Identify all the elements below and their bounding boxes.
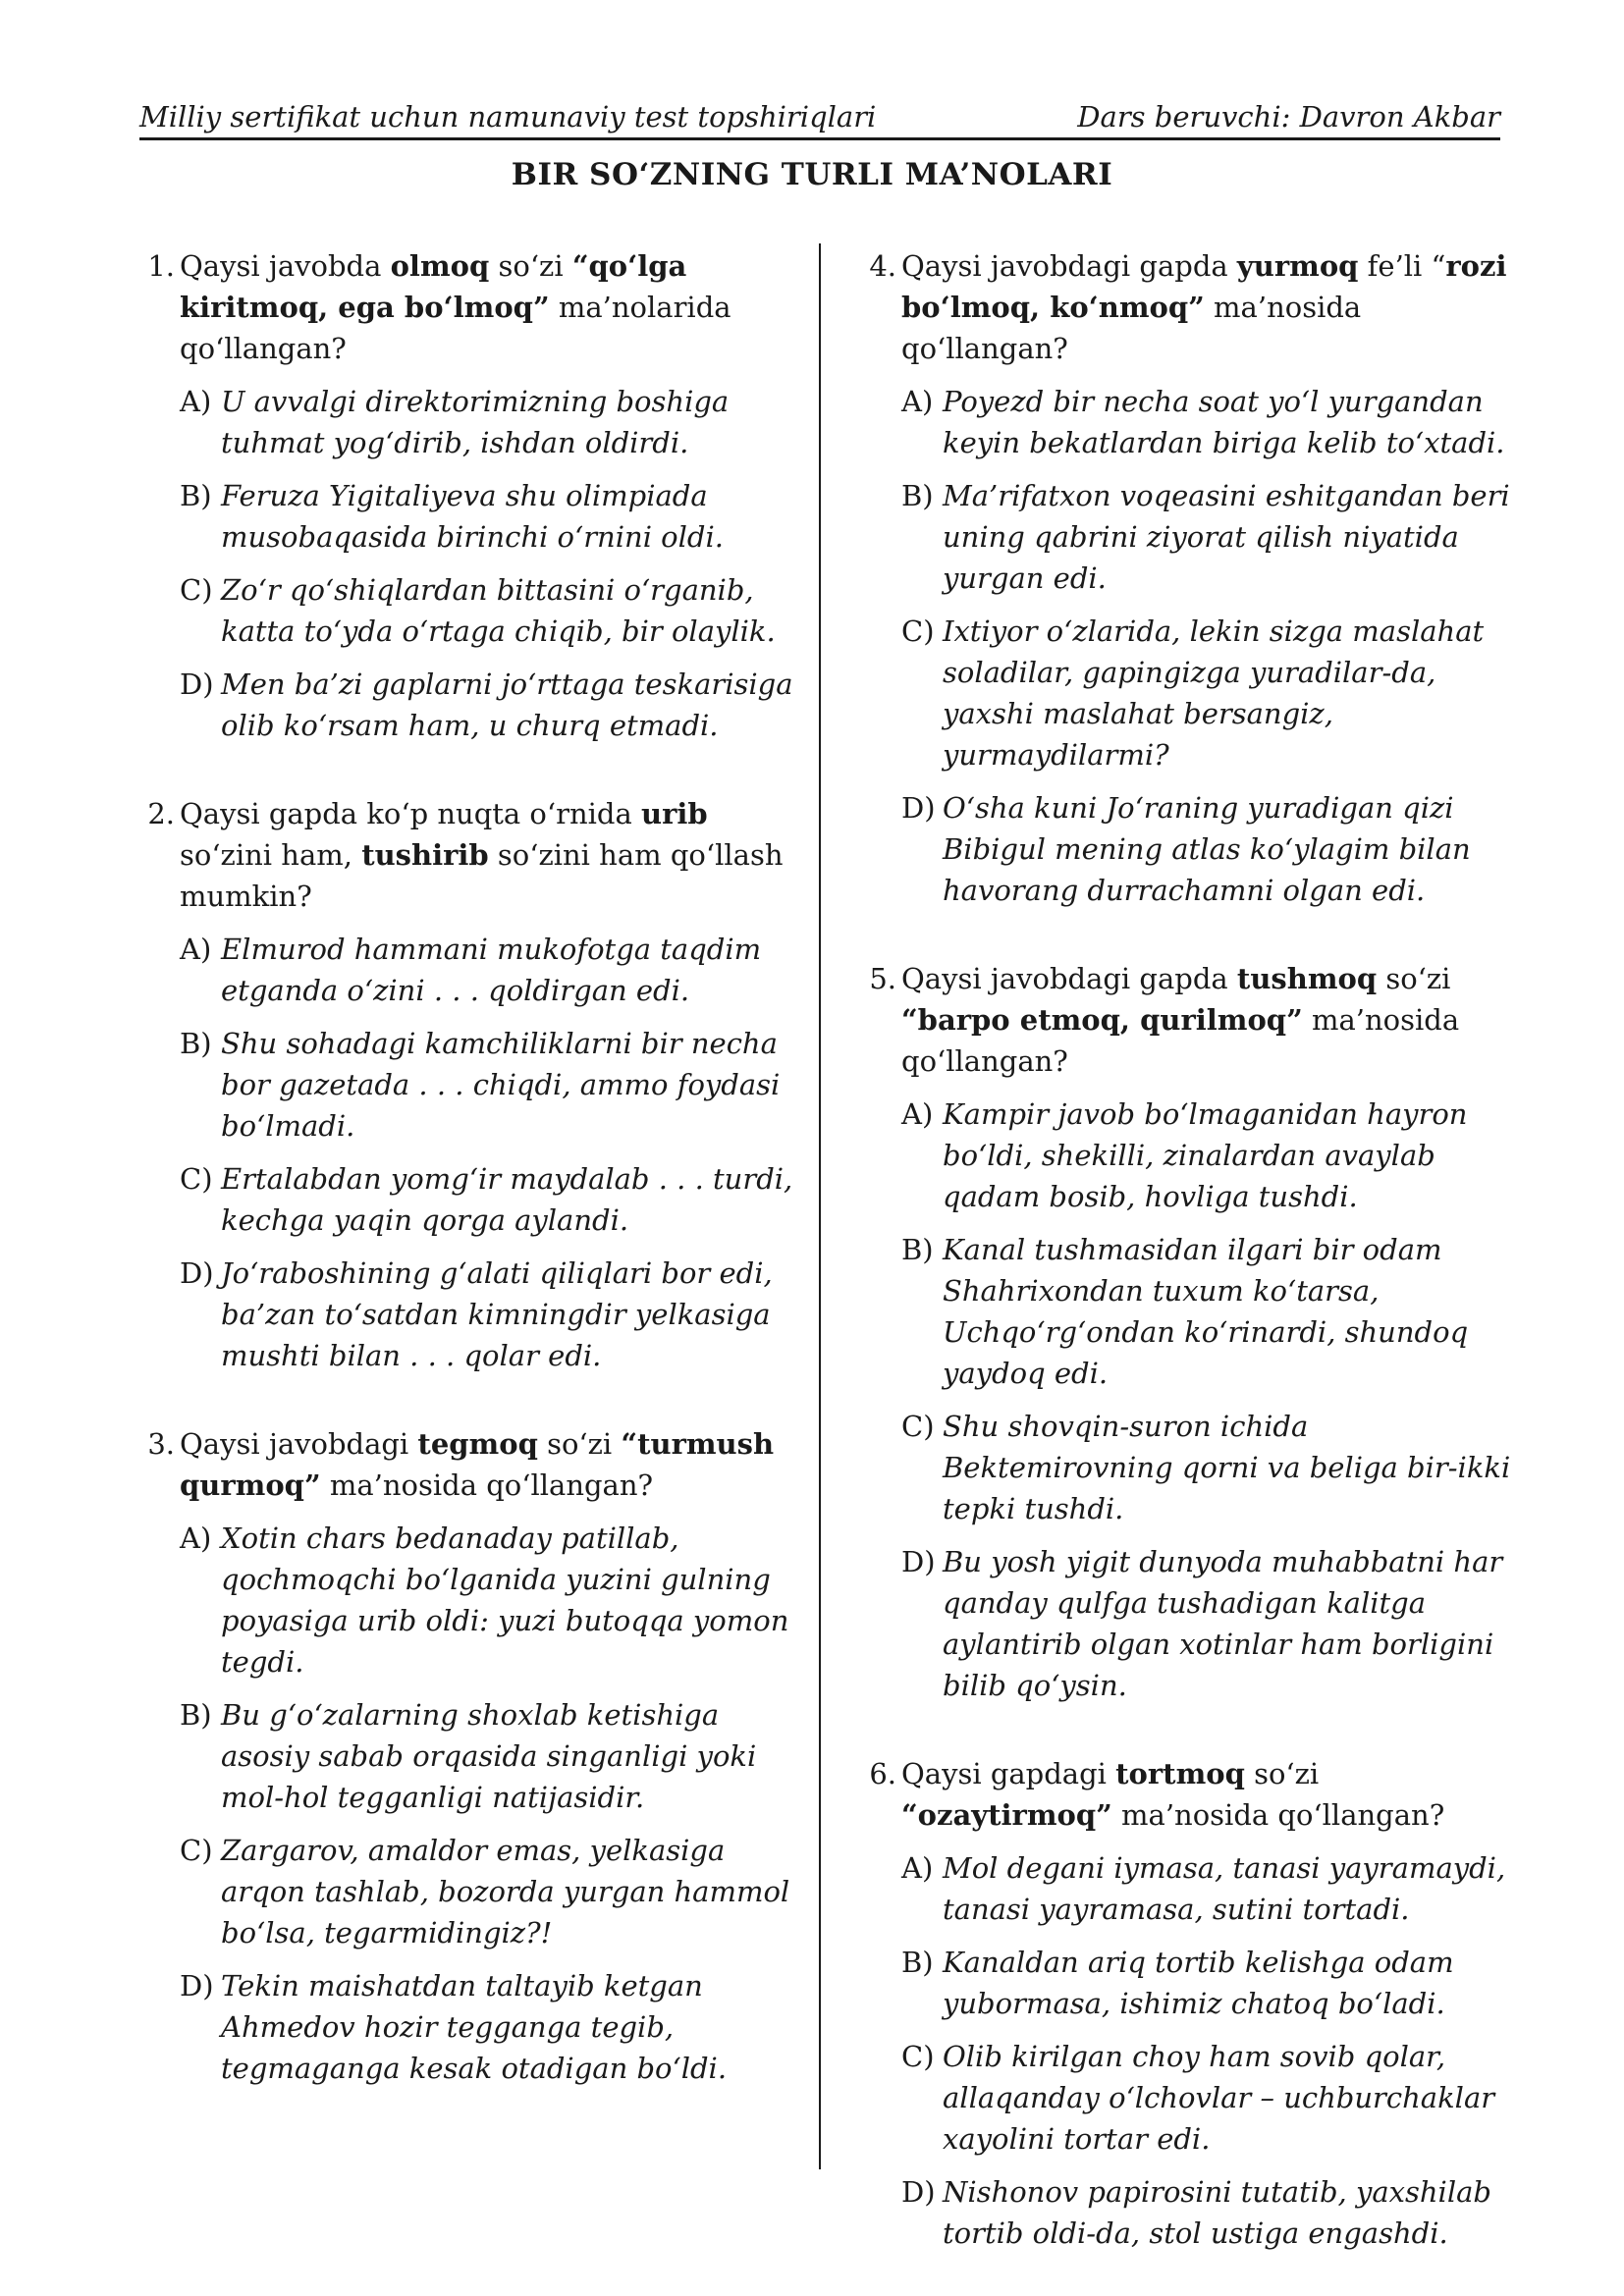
option-text: Nishonov papirosini tutatib, yaxshilab tortib oldi-da, stol ustiga engashdi. bbox=[943, 2175, 1491, 2250]
question-text bbox=[901, 245, 1515, 369]
option-text: Xotin chars bedanaday patillab, qochmoqchi bo‘lganida yuzini gulning poyasiga urib oldi: yuzi butoqqa yomon tegdi. bbox=[221, 1522, 789, 1679]
column-divider bbox=[819, 243, 821, 2169]
question-text-part: Qaysi javobdagi gapda bbox=[901, 962, 1237, 995]
question-number: 2. bbox=[147, 797, 175, 830]
answer-option bbox=[180, 929, 793, 1011]
option-label: D) bbox=[901, 1545, 936, 1578]
option-label: A) bbox=[180, 385, 212, 418]
option-label: B) bbox=[901, 479, 934, 512]
question-text bbox=[901, 1753, 1515, 1836]
answer-option bbox=[180, 1518, 793, 1682]
option-text: Zo‘r qo‘shiqlardan bittasini o‘rganib, katta to‘yda o‘rtaga chiqib, bir olaylik. bbox=[221, 573, 776, 648]
question-keyword: tushmoq bbox=[1236, 962, 1378, 995]
answer-option bbox=[901, 1094, 1515, 1217]
answer-option bbox=[180, 381, 793, 463]
page-title: BIR SO‘ZNING TURLI MA’NOLARI bbox=[511, 157, 1113, 192]
option-label: C) bbox=[901, 614, 935, 648]
option-text: Feruza Yigitaliyeva shu olimpiada musobaqasida birinchi o‘rnini oldi. bbox=[221, 479, 724, 554]
option-label: B) bbox=[180, 479, 212, 512]
question-text-part: Qaysi javobdagi gapda bbox=[901, 249, 1237, 283]
right-column bbox=[838, 245, 1515, 2266]
option-text: Jo‘raboshining g‘alati qiliqlari bor edi, ba’zan to‘satdan kimningdir yelkasiga mushti bilan . . . qolar edi. bbox=[221, 1256, 773, 1372]
question-spacer bbox=[838, 1718, 1515, 1753]
option-text: Shu shovqin-suron ichida Bektemirovning qorni va beliga bir-ikki tepki tushdi. bbox=[943, 1410, 1511, 1525]
answer-option bbox=[180, 1158, 793, 1241]
answer-options bbox=[901, 381, 1515, 911]
question-text bbox=[180, 793, 793, 917]
answer-option bbox=[901, 1942, 1515, 2024]
question-keyword: “qo‘lga kiritmoq, ega bo‘lmoq” bbox=[180, 249, 687, 324]
answer-option bbox=[901, 2171, 1515, 2254]
option-text: Olib kirilgan choy ham sovib qolar, allaqanday o‘lchovlar – uchburchaklar xayolini tortar edi. bbox=[943, 2040, 1495, 2156]
question-keyword: urib bbox=[641, 797, 708, 830]
question-keyword: tegmoq bbox=[417, 1427, 538, 1461]
question-text-part: ma’nosida qo‘llangan? bbox=[901, 291, 1362, 365]
option-text: O‘sha kuni Jo‘raning yuradigan qizi Bibigul mening atlas ko‘ylagim bilan havorang durrachamni olgan edi. bbox=[943, 791, 1471, 907]
option-text: Kanaldan ariq tortib kelishga odam yubormasa, ishimiz chatoq bo‘ladi. bbox=[943, 1946, 1454, 2020]
question-text-part: Qaysi gapda ko‘p nuqta o‘rnida bbox=[180, 797, 641, 830]
answer-options bbox=[180, 381, 793, 746]
question-text-part: so‘zi bbox=[1244, 1757, 1320, 1790]
answer-option bbox=[901, 475, 1515, 599]
question-text-part: ma’nosida qo‘llangan? bbox=[320, 1468, 654, 1502]
answer-option bbox=[901, 2036, 1515, 2160]
answer-option bbox=[180, 664, 793, 746]
option-label: B) bbox=[901, 1233, 934, 1266]
option-label: A) bbox=[901, 1851, 934, 1885]
question-text-part: fe’li “ bbox=[1358, 249, 1446, 283]
question-2 bbox=[116, 793, 793, 1376]
answer-options bbox=[180, 929, 793, 1376]
question-text-part: ma’nosida qo‘llangan? bbox=[1111, 1798, 1445, 1832]
question-5 bbox=[838, 958, 1515, 1706]
answer-option bbox=[901, 1229, 1515, 1394]
option-text: Kanal tushmasidan ilgari bir odam Shahrixondan tuxum ko‘tarsa, Uchqo‘rg‘ondan ko‘rinardi, shundoq yaydoq edi. bbox=[943, 1233, 1469, 1390]
answer-option bbox=[180, 1694, 793, 1818]
option-text: Shu sohadagi kamchiliklarni bir necha bor gazetada . . . chiqdi, ammo foydasi bo‘lmadi. bbox=[221, 1027, 781, 1143]
option-text: Men ba’zi gaplarni jo‘rttaga teskarisiga olib ko‘rsam ham, u churq etmadi. bbox=[221, 667, 793, 742]
answer-option bbox=[180, 1830, 793, 1953]
question-3 bbox=[116, 1423, 793, 2089]
option-label: A) bbox=[901, 1097, 934, 1131]
question-number: 5. bbox=[869, 962, 896, 995]
question-keyword: yurmoq bbox=[1236, 249, 1359, 283]
question-text-part: so‘zini ham qo‘llash mumkin? bbox=[180, 838, 784, 913]
question-text-part: so‘zi bbox=[489, 249, 572, 283]
option-label: B) bbox=[180, 1698, 212, 1732]
answer-option bbox=[180, 569, 793, 652]
option-label: C) bbox=[180, 1834, 213, 1867]
answer-option bbox=[180, 1253, 793, 1376]
option-label: D) bbox=[180, 1969, 214, 2002]
header-left-text: Milliy sertifikat uchun namunaviy test topshiriqlari bbox=[139, 100, 877, 133]
option-label: C) bbox=[901, 1410, 935, 1443]
question-text bbox=[901, 958, 1515, 1082]
question-text bbox=[180, 1423, 793, 1506]
answer-options bbox=[180, 1518, 793, 2089]
question-keyword: “turmush qurmoq” bbox=[180, 1427, 775, 1502]
option-text: Ixtiyor o‘zlarida, lekin sizga maslahat soladilar, gapingizga yuradilar-da, yaxshi maslahat bersangiz, yurmaydilarmi? bbox=[943, 614, 1485, 772]
answer-options bbox=[901, 1094, 1515, 1706]
answer-option bbox=[901, 787, 1515, 911]
question-spacer bbox=[838, 923, 1515, 958]
left-column bbox=[116, 245, 793, 2101]
answer-option bbox=[180, 1965, 793, 2089]
question-keyword: “ozaytirmoq” bbox=[901, 1798, 1112, 1832]
option-label: D) bbox=[180, 1256, 214, 1290]
question-text-part: Qaysi gapdagi bbox=[901, 1757, 1116, 1790]
option-label: C) bbox=[901, 2040, 935, 2073]
question-spacer bbox=[116, 758, 793, 793]
question-text-part: so‘zi bbox=[1377, 962, 1451, 995]
question-text-part: so‘zi bbox=[537, 1427, 622, 1461]
question-text bbox=[180, 245, 793, 369]
page-header bbox=[139, 98, 1500, 140]
question-keyword: rozi bo‘lmoq, ko‘nmoq” bbox=[901, 249, 1507, 324]
answer-option bbox=[180, 1023, 793, 1147]
option-label: A) bbox=[901, 385, 934, 418]
option-label: B) bbox=[901, 1946, 934, 1979]
option-text: Poyezd bir necha soat yo‘l yurgandan keyin bekatlardan biriga kelib to‘xtadi. bbox=[943, 385, 1505, 459]
option-text: Bu yosh yigit dunyoda muhabbatni har qanday qulfga tushadigan kalitga aylantirib olgan xotinlar ham borligini bilib qo‘ysin. bbox=[943, 1545, 1503, 1702]
question-number: 6. bbox=[869, 1757, 896, 1790]
option-text: Elmurod hammani mukofotga taqdim etganda o‘zini . . . qoldirgan edi. bbox=[221, 933, 762, 1007]
question-6 bbox=[838, 1753, 1515, 2254]
answer-option bbox=[180, 475, 793, 558]
question-number: 4. bbox=[869, 249, 896, 283]
option-label: A) bbox=[180, 933, 212, 966]
question-1 bbox=[116, 245, 793, 746]
option-label: D) bbox=[180, 667, 214, 701]
question-text-part: ma’nosida qo‘llangan? bbox=[901, 1003, 1460, 1078]
question-text-part: Qaysi javobda bbox=[180, 249, 391, 283]
question-text-part: Qaysi javobdagi bbox=[180, 1427, 418, 1461]
option-label: D) bbox=[901, 791, 936, 825]
option-text: Tekin maishatdan taltayib ketgan Ahmedov hozir tegganga tegib, tegmaganga kesak otadigan bo‘ldi. bbox=[221, 1969, 728, 2085]
header-right-text: Dars beruvchi: Davron Akbar bbox=[1077, 100, 1500, 133]
question-4 bbox=[838, 245, 1515, 911]
option-text: Zargarov, amaldor emas, yelkasiga arqon tashlab, bozorda yurgan hammol bo‘lsa, tegarmidingiz?! bbox=[221, 1834, 790, 1949]
answer-option bbox=[901, 1847, 1515, 1930]
question-keyword: tushirib bbox=[361, 838, 489, 872]
question-keyword: “barpo etmoq, qurilmoq” bbox=[901, 1003, 1303, 1037]
answer-option bbox=[901, 1541, 1515, 1706]
option-label: A) bbox=[180, 1522, 212, 1555]
option-label: C) bbox=[180, 573, 213, 607]
option-label: B) bbox=[180, 1027, 212, 1060]
question-number: 1. bbox=[147, 249, 175, 283]
option-text: Bu g‘o‘zalarning shoxlab ketishiga asosiy sabab orqasida singanligi yoki mol-hol tegganligi natijasidir. bbox=[221, 1698, 757, 1814]
answer-options bbox=[901, 1847, 1515, 2254]
option-label: D) bbox=[901, 2175, 936, 2209]
option-text: Ertalabdan yomg‘ir maydalab . . . turdi, kechga yaqin qorga aylandi. bbox=[221, 1162, 793, 1237]
answer-option bbox=[901, 1406, 1515, 1529]
answer-option bbox=[901, 381, 1515, 463]
question-number: 3. bbox=[147, 1427, 175, 1461]
option-text: Mol degani iymasa, tanasi yayramaydi, tanasi yayramasa, sutini tortadi. bbox=[943, 1851, 1506, 1926]
question-spacer bbox=[116, 1388, 793, 1423]
question-keyword: tortmoq bbox=[1115, 1757, 1245, 1790]
question-text-part: so‘zini ham, bbox=[180, 838, 362, 872]
question-keyword: olmoq bbox=[390, 249, 490, 283]
option-text: Kampir javob bo‘lmaganidan hayron bo‘ldi, shekilli, zinalardan avaylab qadam bosib, hovliga tushdi. bbox=[943, 1097, 1468, 1213]
option-text: Ma’rifatxon voqeasini eshitgandan beri uning qabrini ziyorat qilish niyatida yurgan edi. bbox=[943, 479, 1510, 595]
question-text-part: ma’nolarida qo‘llangan? bbox=[180, 291, 731, 365]
option-label: C) bbox=[180, 1162, 213, 1196]
option-text: U avvalgi direktorimizning boshiga tuhmat yog‘dirib, ishdan oldirdi. bbox=[221, 385, 730, 459]
answer-option bbox=[901, 611, 1515, 775]
